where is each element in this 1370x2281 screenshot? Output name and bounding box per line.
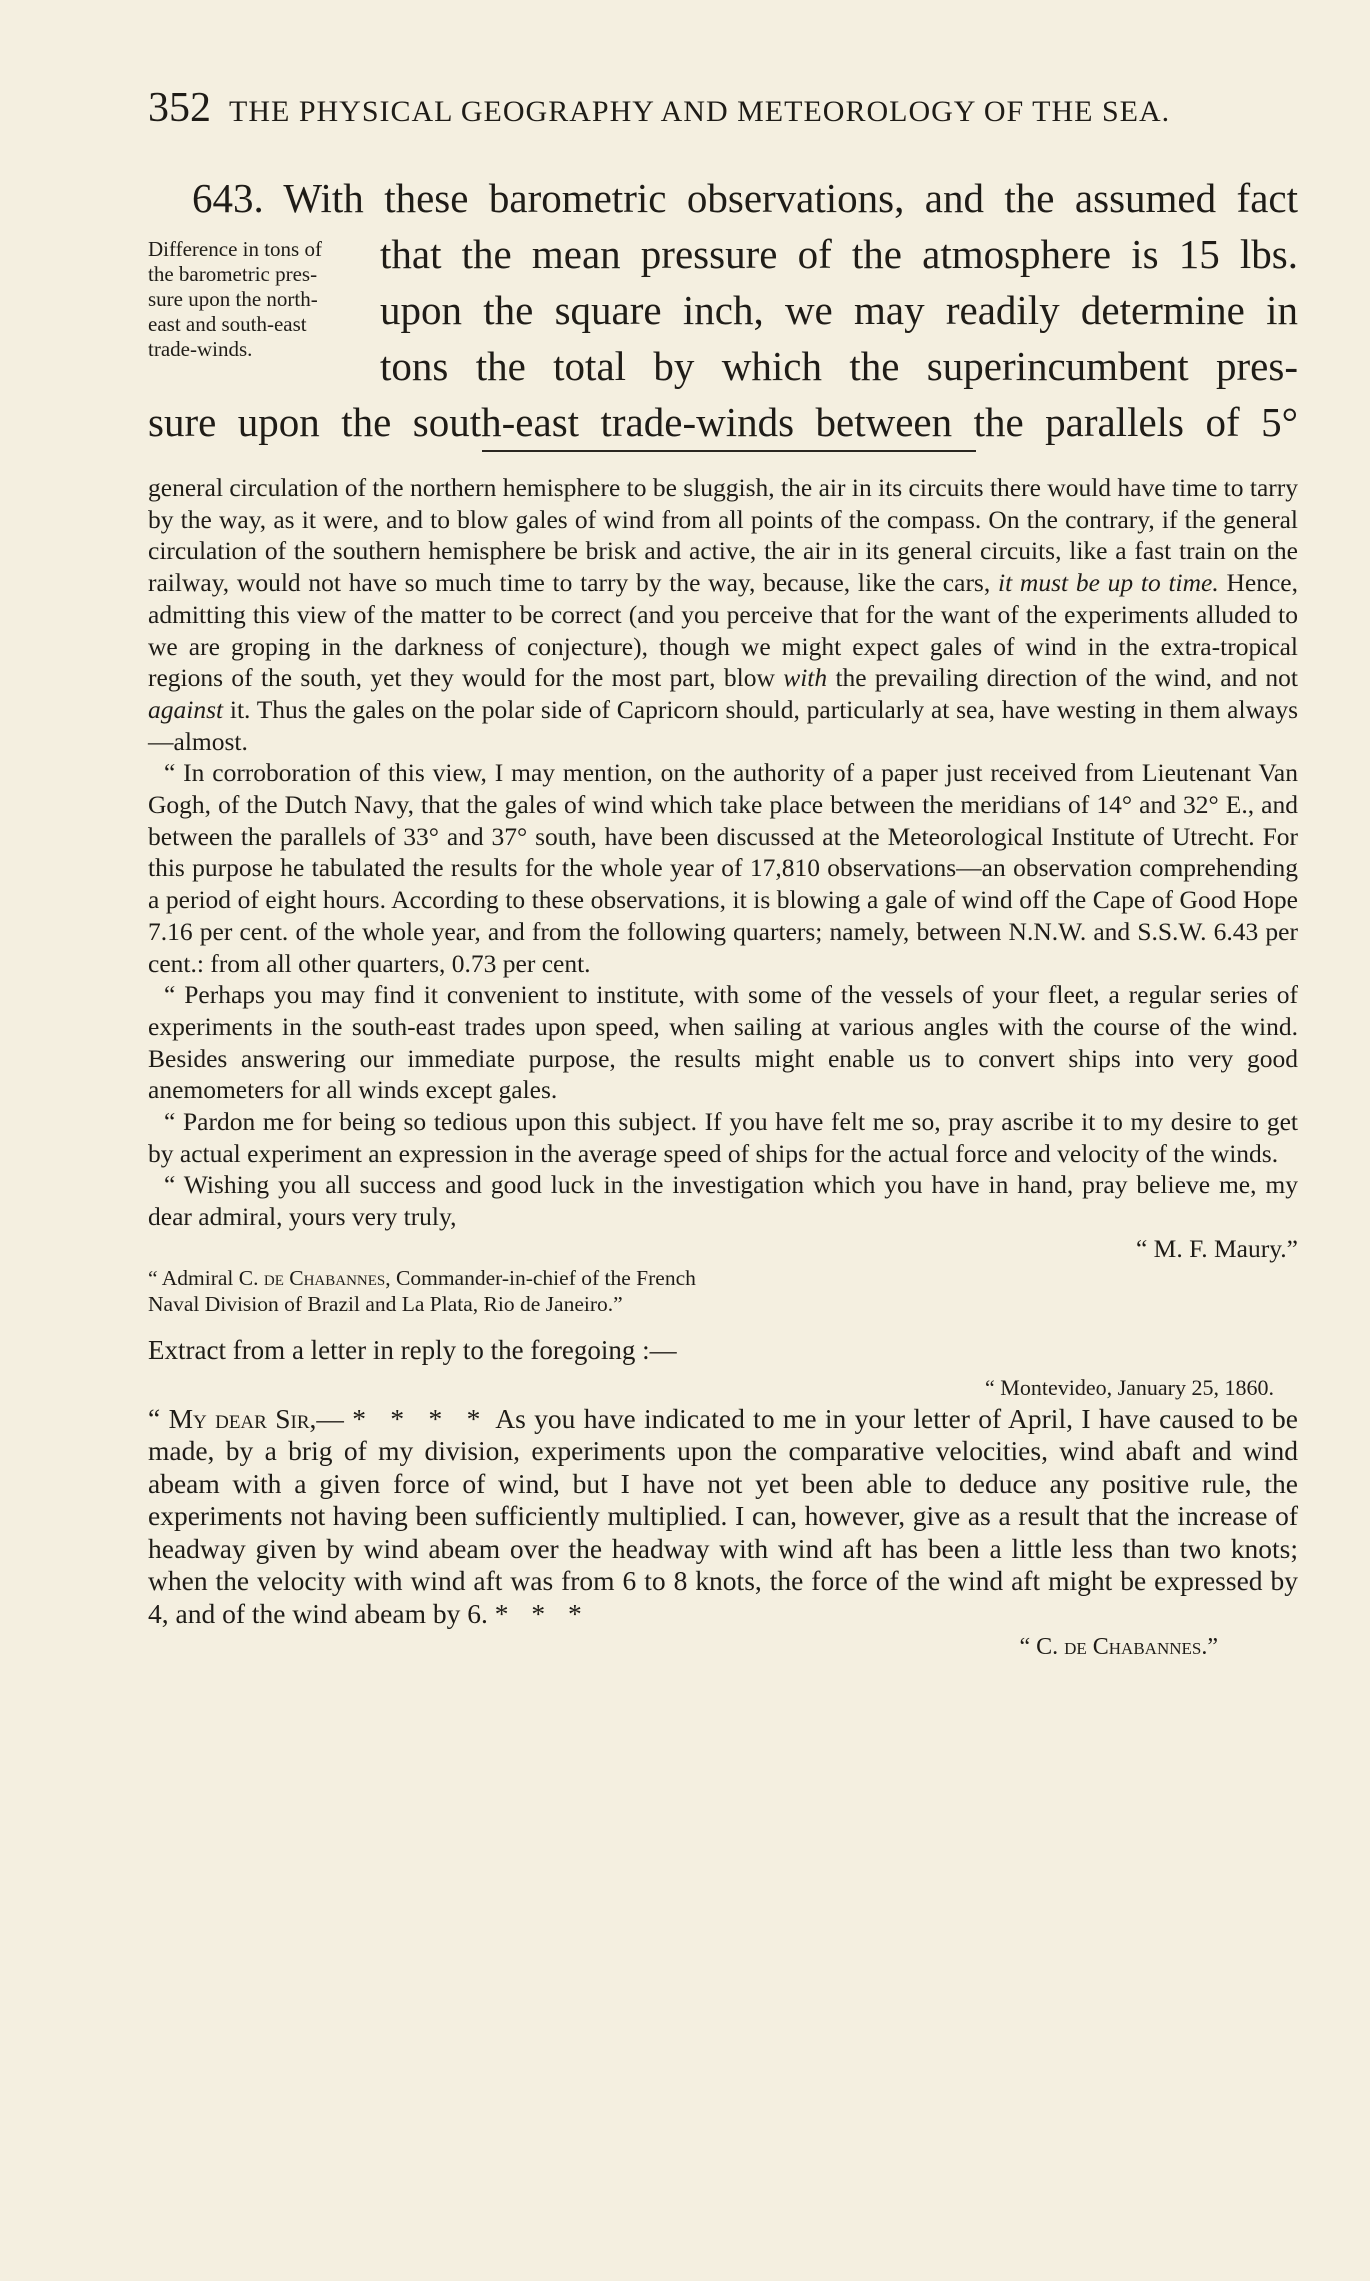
margin-note-line: sure upon the north- — [148, 287, 318, 311]
addressee: “ Admiral C. de Chabannes, Commander-in-chief of the French Naval Division of Brazil and La Plata, Rio de Janeiro.” — [148, 1265, 696, 1316]
margin-note-line: trade-winds. — [148, 337, 253, 361]
note-paragraph-2: “ In corroboration of this view, I may mention, on the authority of a paper just received from Lieutenant Van Gogh, of the Dutch Navy, that the gales of wind which take place between the meridians of 14° and 32° E., and between the parallels of 33° and 37° south, have been discussed at the Meteorological Institute of Utrecht. For this purpose he tabulated the results for the whole year of 17,810 observations—an observation comprehending a period of eight hours. According to these observations, it is blowing a gale of wind off the Cape of Good Hope 7.16 per cent. of the whole year, and from the following quarters; namely, between N.N.W. and S.S.W. 6.43 per cent.: from all other quarters, 0.73 per cent. — [148, 758, 1298, 978]
main-line-5: sure upon the south-east trade-winds between the parallels of 5° — [148, 399, 1298, 445]
letter-dateline: “ Montevideo, January 25, 1860. — [985, 1374, 1274, 1400]
indented-lines — [380, 226, 1298, 394]
margin-note-line: Difference in tons of — [148, 237, 322, 261]
note-paragraph-3: “ Perhaps you may find it convenient to institute, with some of the vessels of your fleet, a regular series of experiments in the south-east trades upon speed, when sailing at various angles with the course of the wind. Besides answering our immediate purpose, the results might enable us to convert ships into very good anemometers for all winds except gales. — [148, 980, 1298, 1105]
margin-note-line: the barometric pres- — [148, 262, 318, 286]
running-title: THE PHYSICAL GEOGRAPHY AND METEOROLOGY OF THE SEA. — [229, 95, 1171, 128]
reply-letter: “ My dear Sir,— * * * * As you have indicated to me in your letter of April, I have caused to be made, by a brig of my division, experiments upon the comparative velocities, wind abaft and wind abeam with a given force of wind, but I have not yet been able to deduce any positive rule, the experiments not having been sufficiently multiplied. I can, however, give as a result that the increase of headway given by wind abeam over the headway with wind aft has been a little less than two knots; when the velocity with wind aft was from 6 to 8 knots, the force of the wind aft might be expressed by 4, and of the wind abeam by 6. * * * — [148, 1402, 1299, 1629]
main-line-3: upon the square inch, we may readily determine in — [380, 287, 1298, 333]
footnote-rule — [482, 450, 976, 452]
extract-intro: Extract from a letter in reply to the foregoing :— — [148, 1334, 677, 1365]
ellipsis-stars-end: * * * — [494, 1597, 590, 1629]
margin-note — [148, 226, 380, 362]
main-line-1: 643. With these barometric observations, and the assumed fact — [192, 175, 1298, 221]
note-paragraph-5: “ Wishing you all success and good luck in the investigation which you have in hand, pray believe me, my dear admiral, yours very truly, — [148, 1170, 1298, 1232]
main-line-4: tons the total by which the superincumbent pres- — [380, 343, 1298, 389]
ellipsis-stars: * * * * — [352, 1402, 489, 1434]
page-number: 352 — [148, 85, 211, 131]
note-paragraph-4: “ Pardon me for being so tedious upon this subject. If you have felt me so, pray ascribe it to my desire to get by actual experiment an expression in the average speed of ships for the actual force and velocity of the winds. — [148, 1107, 1298, 1168]
footnote-text — [148, 472, 1298, 1664]
signature-maury: “ M. F. Maury.” — [1135, 1233, 1298, 1263]
signature-chabannes: “ C. de Chabannes.” — [1019, 1634, 1218, 1661]
addressee-name: de Chabannes — [263, 1265, 386, 1290]
running-header — [148, 84, 1268, 132]
main-line-2: that the mean pressure of the atmosphere is 15 lbs. — [380, 231, 1298, 277]
main-text — [148, 170, 1298, 450]
margin-note-block — [148, 226, 1298, 394]
margin-note-line: east and south-east — [148, 312, 307, 336]
note-paragraph-1: general circulation of the northern hemisphere to be sluggish, the air in its circuits there would have time to tarry by the way, as it were, and to blow gales of wind from all points of the compass. On the contrary, if the general circulation of the southern hemisphere be brisk and active, the air in its general circuits, like a fast train on the railway, would not have so much time to tarry by the way, because, like the cars, it must be up to time. Hence, admitting this view of the matter to be correct (and you perceive that for the want of the experiments alluded to we are groping in the darkness of conjecture), though we might expect gales of wind in the extra-tropical regions of the south, yet they would for the most part, blow with the prevailing direction of the wind, and not against it. Thus the gales on the polar side of Capricorn should, particularly at sea, have westing in them always —almost. — [148, 473, 1299, 756]
salutation: “ My dear Sir,— — [148, 1402, 344, 1434]
